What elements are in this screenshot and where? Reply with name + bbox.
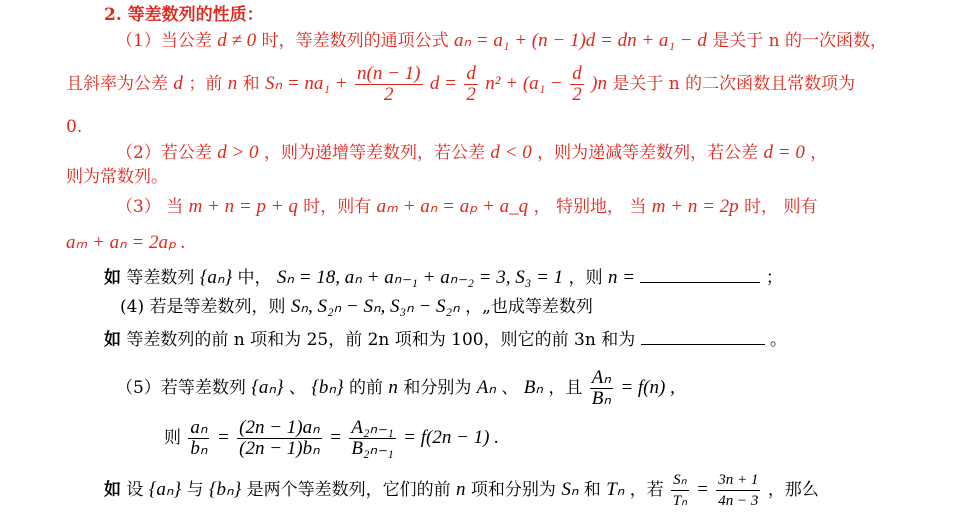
text: 等差数列 bbox=[126, 268, 195, 288]
denominator: 2 bbox=[384, 84, 394, 105]
text: ， bbox=[810, 143, 828, 163]
text: （5）若等差数列 bbox=[116, 378, 246, 398]
text: 且斜率为公差 bbox=[66, 74, 168, 94]
text: 时，则有 bbox=[303, 197, 372, 217]
condition: m + n = 2p bbox=[651, 196, 739, 217]
var-d: d bbox=[173, 73, 183, 94]
numerator: Aₙ bbox=[591, 367, 611, 388]
denominator: 4n − 3 bbox=[718, 493, 759, 509]
fraction bbox=[716, 470, 760, 511]
text: 设 bbox=[126, 480, 144, 500]
sequence: {aₙ} bbox=[148, 479, 182, 500]
numerator: (2n − 1)aₙ bbox=[239, 417, 320, 438]
text: 的前 bbox=[349, 378, 384, 398]
fraction bbox=[671, 470, 688, 511]
text: ； bbox=[765, 268, 783, 288]
condition: d > 0 bbox=[217, 142, 259, 163]
numerator: aₙ bbox=[190, 417, 208, 438]
text: 时，等差数列的通项公式 bbox=[261, 31, 449, 51]
text: ，则为递增等差数列，若公差 bbox=[263, 143, 485, 163]
condition: m + n = p + q bbox=[188, 196, 298, 217]
numerator: A₂ₙ₋₁ bbox=[351, 417, 394, 438]
var-n: n bbox=[388, 377, 398, 398]
sequence: {bₙ} bbox=[208, 479, 242, 500]
text: 和 bbox=[242, 74, 260, 94]
text: 则 bbox=[164, 428, 181, 448]
math: )n bbox=[591, 73, 607, 94]
fraction bbox=[464, 64, 478, 105]
condition: d < 0 bbox=[490, 142, 532, 163]
math: = bbox=[696, 479, 709, 500]
text: ，若 bbox=[629, 480, 664, 500]
denominator: Tₙ bbox=[672, 493, 688, 509]
text: ， 特别地， 当 bbox=[533, 197, 647, 217]
text: 是两个等差数列，它们的前 bbox=[246, 480, 451, 500]
property-2-line2: 则为常数列。 bbox=[66, 167, 168, 187]
example-marker: 如 bbox=[104, 480, 121, 500]
numerator: 3n + 1 bbox=[716, 470, 760, 491]
identity: aₘ + aₙ = aₚ + a_q bbox=[376, 196, 529, 217]
fraction bbox=[237, 418, 322, 459]
fraction bbox=[355, 64, 422, 105]
fraction bbox=[349, 418, 395, 459]
sequence: Sₙ, S₂ₙ − Sₙ, S₃ₙ − S₂ₙ bbox=[290, 296, 460, 317]
property-4 bbox=[120, 296, 593, 318]
text: ，则 bbox=[568, 268, 603, 288]
condition: Sₙ = 18, aₙ + aₙ₋₁ + aₙ₋₂ = 3, S₃ = 1 bbox=[276, 267, 564, 288]
property-3-line1 bbox=[116, 196, 817, 218]
text: 是关于 n 的一次函数， bbox=[712, 31, 888, 51]
sum-t: Tₙ bbox=[606, 479, 625, 500]
math: = f(n) , bbox=[620, 377, 675, 398]
var-n: n bbox=[456, 479, 466, 500]
denominator: Bₙ bbox=[591, 388, 611, 409]
text: （2）若公差 bbox=[116, 143, 212, 163]
denominator: (2n − 1)bₙ bbox=[239, 438, 320, 459]
fraction bbox=[590, 368, 613, 409]
math: = bbox=[216, 427, 230, 448]
text: (4) 若是等差数列，则 bbox=[120, 297, 286, 317]
property-5-line2 bbox=[164, 418, 499, 459]
math: n² + (a₁ − bbox=[485, 73, 563, 94]
text: ，那么 bbox=[767, 480, 819, 500]
property-3-line2: aₘ + aₙ = 2aₚ . bbox=[66, 232, 186, 253]
sum-s: Sₙ bbox=[561, 479, 579, 500]
example-marker: 如 bbox=[104, 268, 121, 288]
sequence: {aₙ} bbox=[199, 267, 233, 288]
var-n: n bbox=[227, 73, 238, 94]
text: 、 bbox=[288, 378, 306, 398]
property-2-line1 bbox=[116, 142, 827, 164]
property-1-line1 bbox=[116, 30, 887, 52]
text: ；前 bbox=[188, 74, 223, 94]
denominator: 2 bbox=[466, 84, 476, 105]
text: 和分别为 bbox=[403, 378, 472, 398]
denominator: B₂ₙ₋₁ bbox=[351, 438, 394, 459]
text: 、 bbox=[501, 378, 519, 398]
math: = f(2n − 1) . bbox=[403, 427, 499, 448]
example-2 bbox=[104, 328, 787, 351]
text: ，„也成等差数列 bbox=[465, 297, 593, 317]
sum-b: Bₙ bbox=[523, 377, 543, 398]
text: 时， 则有 bbox=[744, 197, 818, 217]
property-1-line3: 0. bbox=[66, 117, 83, 137]
math: = bbox=[329, 427, 342, 448]
property-5-line1 bbox=[116, 368, 675, 409]
numerator: n(n − 1) bbox=[357, 63, 421, 84]
numerator: d bbox=[572, 63, 582, 84]
text: 项和分别为 bbox=[470, 480, 556, 500]
fraction bbox=[188, 418, 209, 459]
text: 和 bbox=[583, 480, 601, 500]
condition: d ≠ 0 bbox=[217, 30, 257, 51]
text: 是关于 n 的二次函数且常数项为 bbox=[612, 74, 856, 94]
fraction bbox=[570, 64, 584, 105]
numerator: d bbox=[466, 63, 476, 84]
example-1 bbox=[104, 266, 783, 289]
sum-formula: Sₙ = na₁ + bbox=[265, 73, 348, 94]
text: ，且 bbox=[548, 378, 583, 398]
text: 中， bbox=[237, 268, 272, 288]
condition: d = 0 bbox=[763, 142, 805, 163]
answer-blank bbox=[641, 328, 765, 345]
denominator: bₙ bbox=[190, 438, 208, 459]
numerator: Sₙ bbox=[671, 470, 688, 491]
general-term-formula: aₙ = a₁ + (n − 1)d = dn + a₁ − d bbox=[453, 30, 707, 51]
example-marker: 如 bbox=[104, 330, 121, 350]
text: （3） 当 bbox=[116, 197, 184, 217]
example-3 bbox=[104, 470, 819, 511]
text: 。 bbox=[770, 330, 788, 350]
section-heading: 2. 等差数列的性质： bbox=[104, 5, 264, 25]
text: （1）当公差 bbox=[116, 31, 212, 51]
text: ，则为递减等差数列，若公差 bbox=[537, 143, 759, 163]
sum-a: Aₙ bbox=[476, 377, 496, 398]
text: 等差数列的前 n 项和为 25，前 2n 项和为 100，则它的前 3n 和为 bbox=[126, 330, 636, 350]
answer-blank bbox=[640, 266, 760, 283]
denominator: 2 bbox=[572, 84, 582, 105]
property-1-line2 bbox=[66, 64, 855, 105]
math: d = bbox=[429, 73, 457, 94]
text: 与 bbox=[186, 480, 204, 500]
math: n = bbox=[607, 267, 636, 288]
sequence: {bₙ} bbox=[311, 377, 344, 398]
sequence: {aₙ} bbox=[251, 377, 284, 398]
